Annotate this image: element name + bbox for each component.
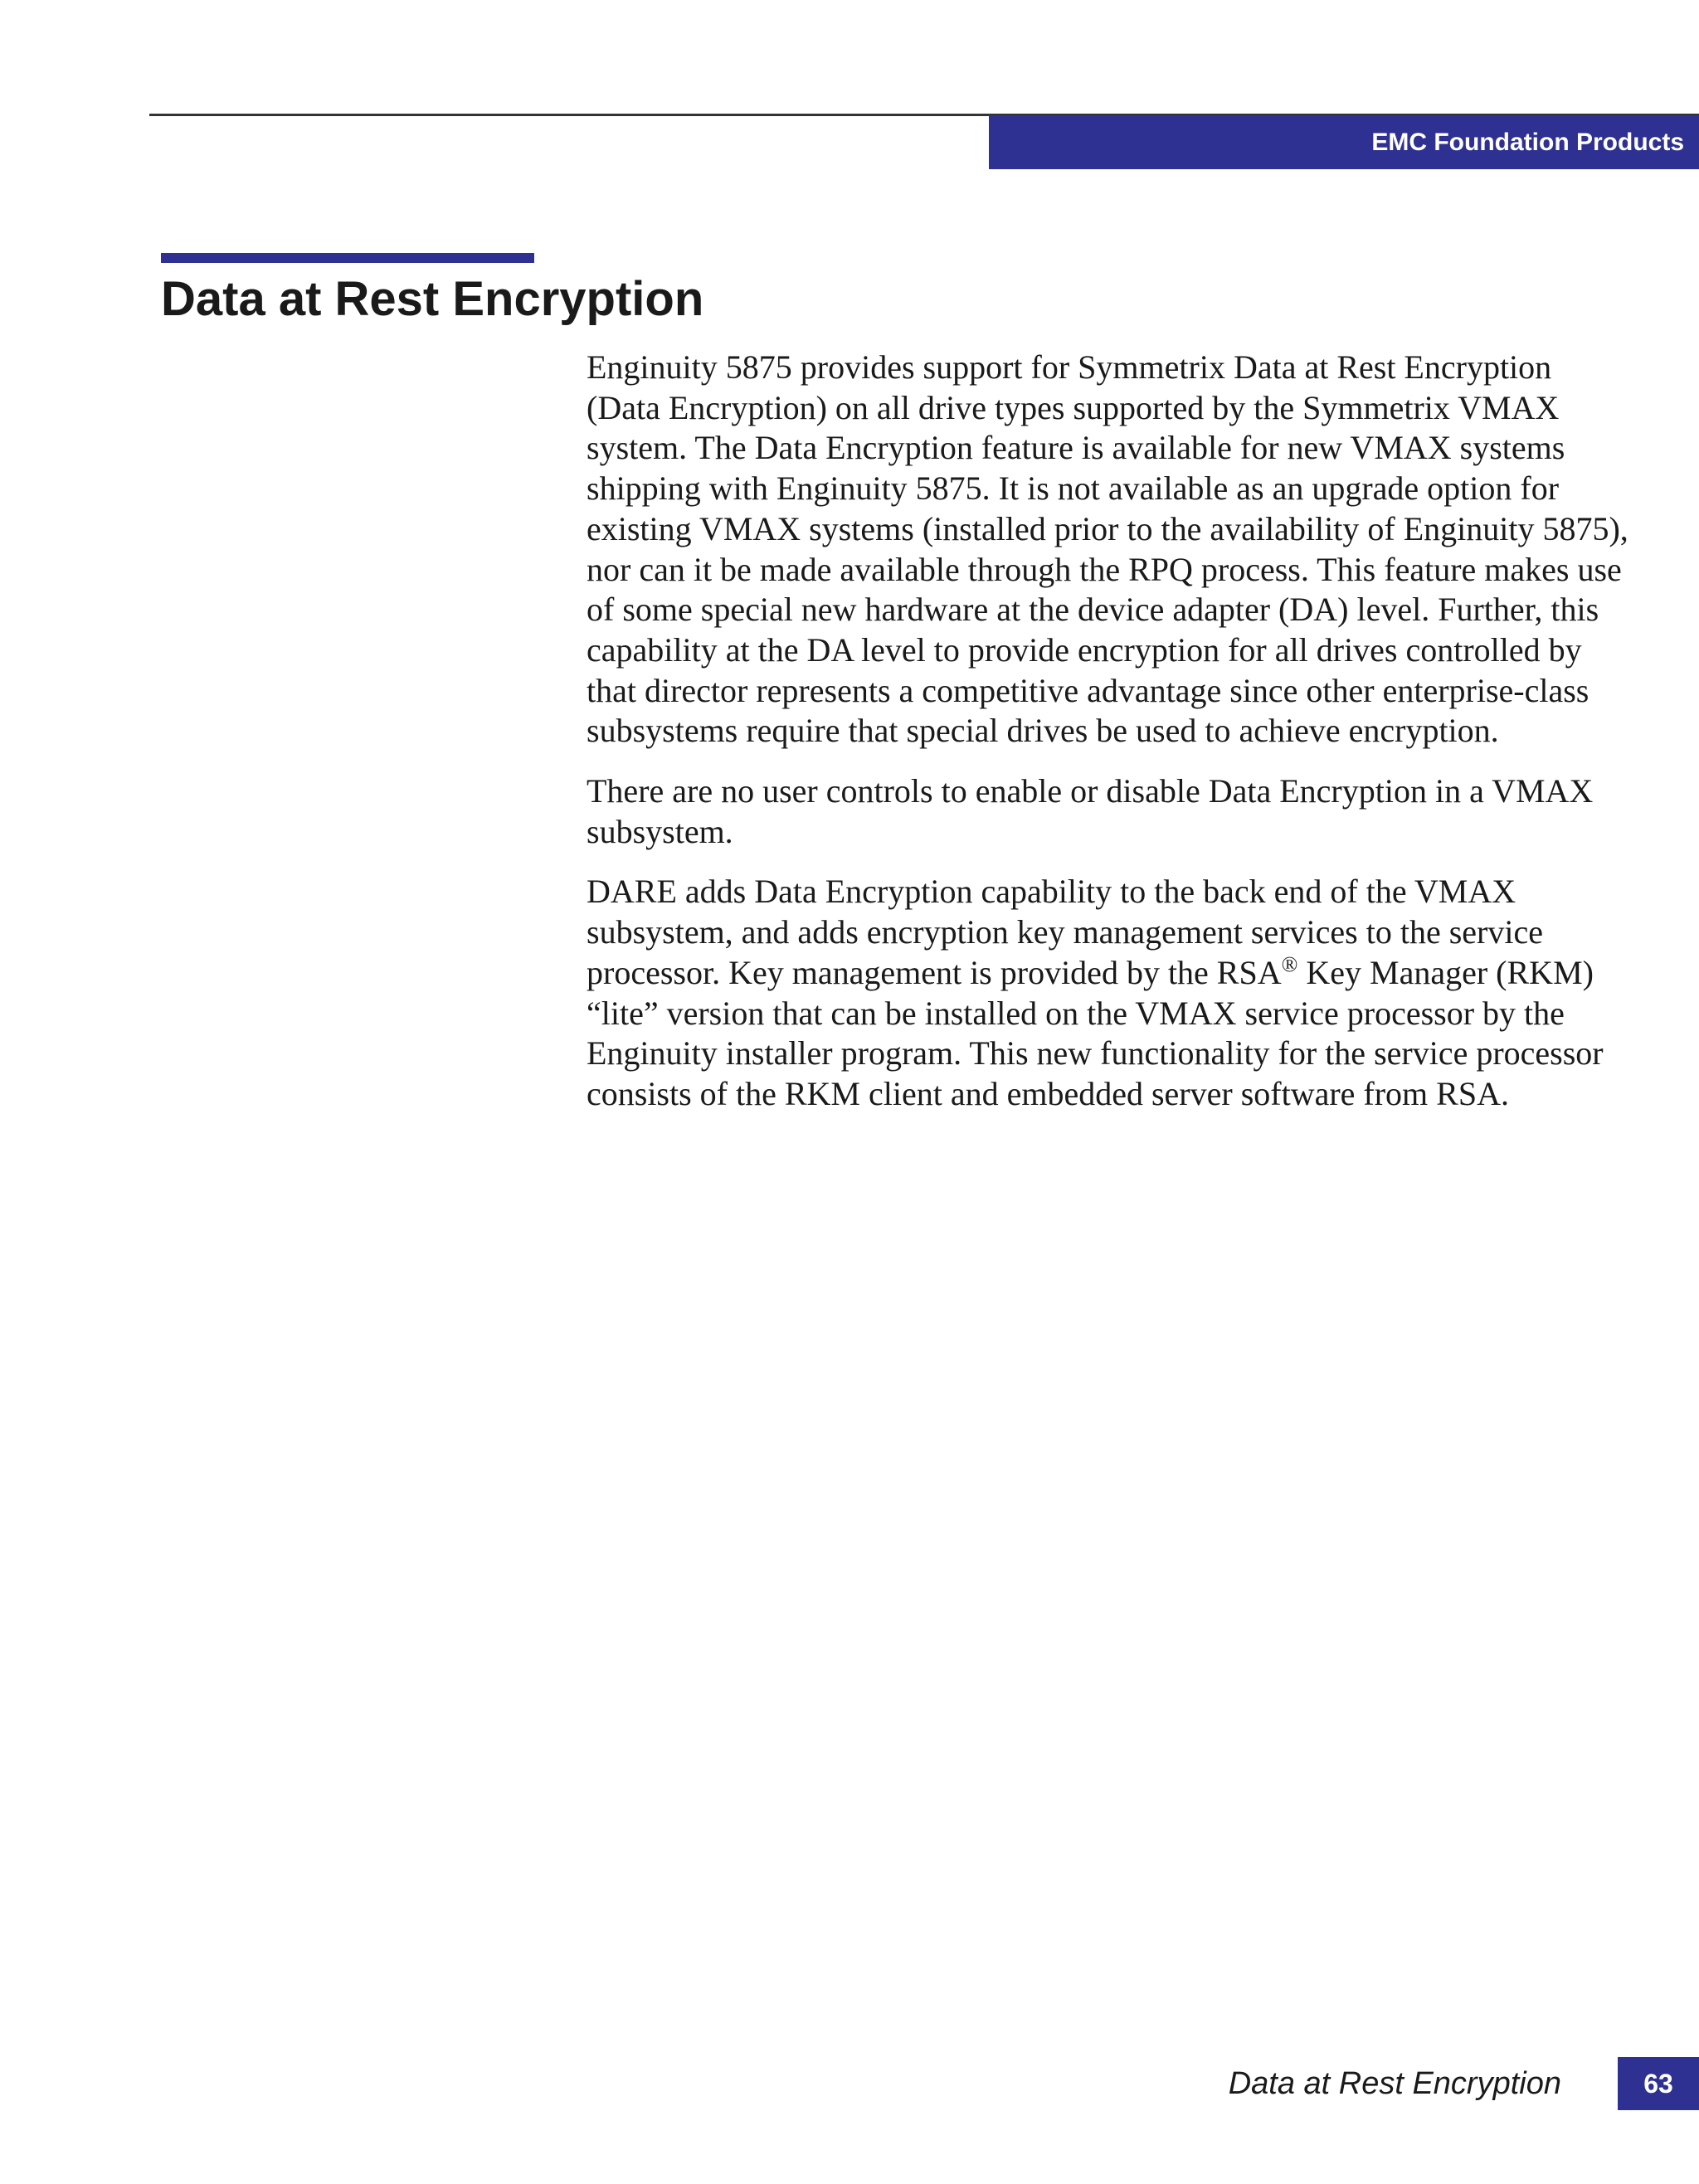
registered-mark: ® <box>1281 951 1298 976</box>
paragraph-2: There are no user controls to enable or disable Data Encryption in a VMAX subsystem. <box>587 772 1594 850</box>
footer-title: Data at Rest Encryption <box>1228 2066 1561 2101</box>
paragraph-3 <box>587 872 1632 1114</box>
paragraph-3-part-2: Key Manager (RKM) “lite” version that can be installed on the VMAX service processor by the Enginuity installer program. This new functionality for the service processor consists of the RKM client and embedded server software from RSA. <box>587 953 1604 1112</box>
paragraph-1: Enginuity 5875 provides support for Symmetrix Data at Rest Encryption (Data Encryption) on all drive types supported by the Symmetrix VMAX system. The Data Encryption feature is available for new VMAX systems shipping with Enginuity 5875. It is not available as an upgrade option for existing VMAX systems (installed prior to the availability of Enginuity 5875), nor can it be made available through the RPQ process. This feature makes use of some special new hardware at the device adapter (DA) level. Further, this capability at the DA level to provide encryption for all drives controlled by that director represents a competitive advantage since other enterprise-class subsystems require that special drives be used to achieve encryption. <box>587 348 1628 750</box>
section-title: Data at Rest Encryption <box>161 272 704 326</box>
page-number: 63 <box>1618 2057 1699 2110</box>
section-title-bar <box>161 253 534 263</box>
paragraph-3-part-1: DARE adds Data Encryption capability to the back end of the VMAX subsystem, and adds encryption key management services to the service processor. Key management is provided by the RSA <box>587 873 1543 991</box>
body-text <box>587 348 1632 1135</box>
header-section-label: EMC Foundation Products <box>989 115 1699 169</box>
